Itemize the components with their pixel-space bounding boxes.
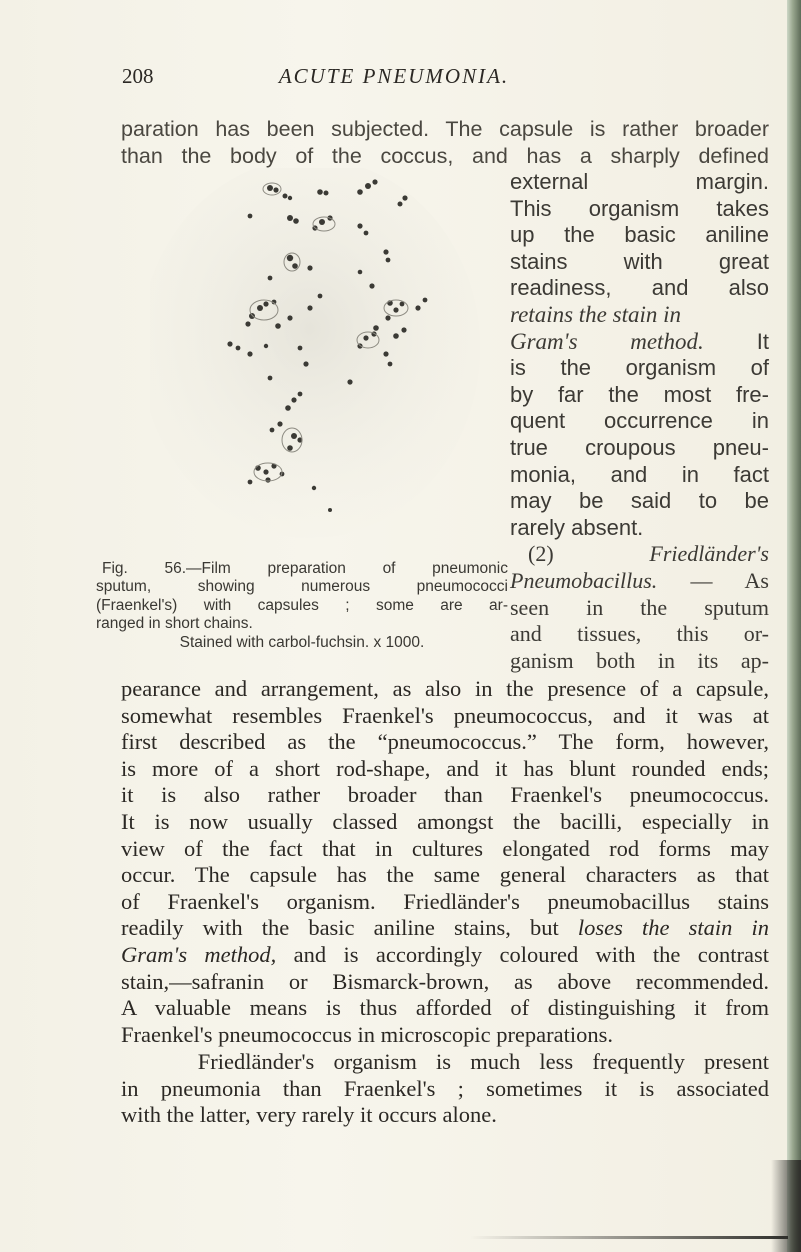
page-number: 208 — [122, 64, 154, 88]
text-line: readiness, and also — [510, 275, 769, 301]
text-line: view of the fact that in cultures elongated rod forms may — [121, 835, 769, 861]
microscope-field — [150, 168, 480, 538]
caption-line: ranged in short chains. — [96, 615, 253, 633]
text-line: quent occurrence in — [510, 408, 769, 434]
gram-method-italic: Gram's method. — [510, 328, 704, 354]
text-line: true croupous pneu- — [510, 434, 769, 460]
text-line: and tissues, this or- — [510, 621, 769, 647]
text-line: external margin. — [510, 169, 769, 194]
text-line: ganism both in its ap- — [510, 647, 769, 673]
figure-caption — [96, 560, 508, 652]
micrograph-illustration — [150, 168, 510, 548]
text-line: of Fraenkel's organism. Friedländer's pneumobacillus stains — [121, 888, 769, 914]
text-line — [121, 942, 769, 969]
text-line: monia, and in fact — [510, 461, 769, 487]
page-header — [0, 64, 788, 94]
text-span: It — [703, 328, 769, 354]
section-heading — [510, 541, 769, 568]
caption-line: (Fraenkel's) with capsules ; some are ar- — [96, 596, 508, 614]
text-line: It is now usually classed amongst the bacilli, especially in — [121, 808, 769, 834]
text-line: Fraenkel's pneumococcus in microscopic preparations. — [121, 1021, 614, 1047]
text-line: occur. The capsule has the same general characters as that — [121, 862, 769, 888]
loses-stain-italic: loses the stain in — [577, 915, 769, 941]
main-paragraph — [121, 676, 769, 1048]
text-line: seen in the sputum — [510, 594, 769, 620]
text-line: up the basic aniline — [510, 222, 769, 248]
text-line: somewhat resembles Fraenkel's pneumococcus, and it was at — [121, 702, 769, 728]
right-column-text — [510, 169, 769, 674]
text-span: — As — [657, 567, 769, 593]
text-line: first described as the “pneumococcus.” The form, however, — [121, 729, 769, 755]
text-line: pearance and arrangement, as also in the presence of a capsule, — [121, 676, 769, 701]
top-paragraph — [121, 116, 769, 169]
figure-56-micrograph — [150, 168, 510, 548]
section-title-italic: Friedländer's — [649, 541, 769, 567]
text-line: A valuable means is thus afforded of distinguishing it from — [121, 995, 769, 1021]
text-line: Friedländer's organism is much less frequently present — [121, 1049, 769, 1074]
text-line: rarely absent. — [510, 514, 644, 540]
text-span: and is accordingly coloured with the contrast — [276, 941, 769, 967]
text-line: stain,—safranin or Bismarck-brown, as above recommended. — [121, 968, 769, 994]
text-line — [510, 568, 769, 595]
text-line: than the body of the coccus, and has a sharply defined — [121, 143, 769, 168]
text-line: is the organism of — [510, 355, 769, 381]
bottom-shadow-rule — [470, 1236, 788, 1239]
text-line: may be said to be — [510, 488, 769, 514]
section-number: (2) — [528, 541, 554, 567]
text-line: with the latter, very rarely it occurs alone. — [121, 1102, 497, 1128]
text-line-italic: retains the stain in — [510, 301, 682, 327]
running-head: ACUTE PNEUMONIA. — [278, 64, 510, 88]
gram-method-italic: Gram's method, — [121, 941, 277, 967]
text-line: is more of a short rod-shape, and it has blunt rounded ends; — [121, 755, 769, 781]
final-paragraph — [121, 1049, 769, 1129]
text-line: in pneumonia than Fraenkel's ; sometimes it is associated — [121, 1075, 769, 1101]
caption-line: Stained with carbol-fuchsin. x 1000. — [179, 633, 425, 651]
page-edge — [787, 0, 801, 1252]
text-line: paration has been subjected. The capsule is rather broader — [121, 117, 769, 141]
text-line: by far the most fre- — [510, 381, 769, 407]
caption-line: sputum, showing numerous pneumococci — [96, 578, 508, 596]
text-line: it is also rather broader than Fraenkel's pneumococcus. — [121, 782, 769, 808]
text-line — [121, 915, 769, 942]
text-line: stains with great — [510, 248, 769, 274]
text-line: This organism takes — [510, 195, 769, 221]
section-title-italic: Pneumobacillus. — [510, 567, 658, 593]
caption-line: Fig. 56.—Film preparation of pneumonic — [102, 560, 508, 577]
text-span: readily with the basic aniline stains, but — [121, 915, 578, 941]
text-line — [510, 329, 769, 356]
